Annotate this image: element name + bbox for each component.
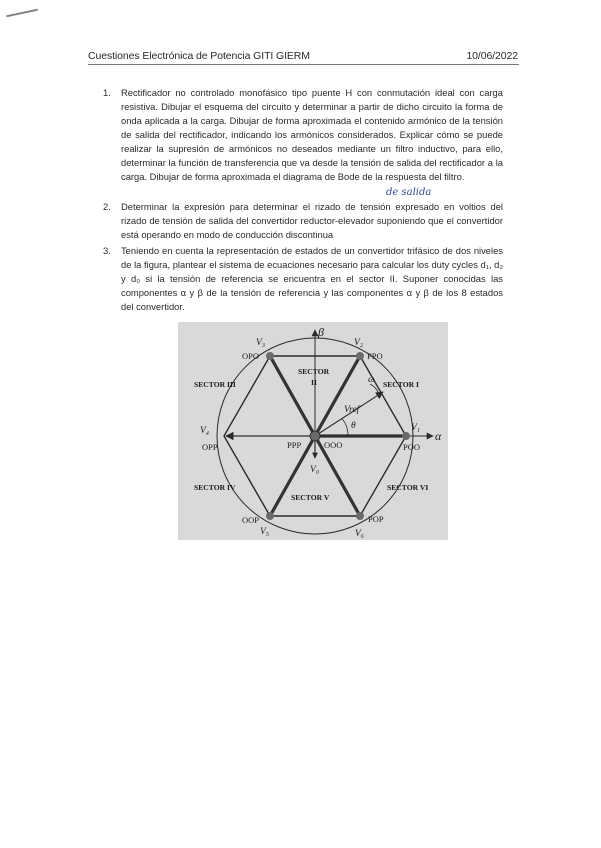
scan-mark [6,9,38,18]
sector-3-label: SECTOR III [194,380,236,389]
alpha-axis-label: α [435,429,442,443]
v3-label: V₃ [256,338,266,348]
handwritten-note: de salida [386,187,432,198]
v5-label: V₅ [260,527,270,537]
vref-label: Vref [344,405,360,415]
question-text: Determinar la expresión para determinar el rizado de tensión expresado en voltios del rizado de tensión de salida del convertidor reductor-elevador suponiendo que el convertidor está operando en modo de conducción discontinua [121,201,503,240]
sector-6-label: SECTOR VI [387,483,429,492]
oop-state-dot [266,512,274,520]
opp-state-label: OPP [202,442,218,452]
beta-axis-label: β [318,325,324,339]
sector-1-label: SECTOR I [383,380,419,389]
sector-2-label-line2: II [311,378,317,387]
poo-state-label: POO [403,442,421,452]
v6-label: V₆ [355,529,365,539]
pop-state-dot [356,512,364,520]
ppp-state-label: PPP [287,440,302,450]
oop-state-label: OOP [242,515,260,525]
header-rule [88,64,519,65]
question-number: 1. [103,87,111,98]
space-vector-diagram [178,322,448,540]
header-date: 10/06/2022 [466,50,518,62]
header-title: Cuestiones Electrónica de Potencia GITI GIERM [88,50,310,62]
opo-state-label: OPO [242,351,260,361]
poo-state-dot [402,432,410,440]
question-item [103,244,503,314]
space-vector-svg [178,322,448,540]
theta-label: θ [351,421,356,431]
ppo-state-label: PPO [367,351,383,361]
omega-label: ω [368,375,375,385]
sector-4-label: SECTOR IV [194,483,236,492]
question-text: Rectificador no controlado monofásico tipo puente H con conmutación ideal con carga resistiva. Dibujar el esquema del circuito y determinar a partir de dicho circuito la forma de onda aplicada a la carga. Dibujar de forma aproximada el contenido armónico de la tensión de salida del rectificador, indicando los armónicos considerados. Explicar cómo se puede realizar la supresión de armónicos no deseados mediante un filtro inductivo, para ello, determinar la función de transferencia que va desde la tensión de salida del rectificador a la carga. Dibujar de forma aproximada el diagrama de Bode de la respuesta del filtro. [121,87,503,182]
sector-5-label: SECTOR V [291,493,330,502]
question-item [103,86,503,200]
ooo-state-label: OOO [324,440,343,450]
v1-label: V₁ [411,423,421,433]
opo-state-dot [266,352,274,360]
question-text: Teniendo en cuenta la representación de estados de un convertidor trifásico de dos niveles de la figura, plantear el sistema de ecuaciones necesario para calcular los duty cycles d₁, d₂ y d₀ si la tensión de referencia se encuentra en el sector II. Suponer conocidas las componentes α y β de la tensión de referencia y las componentes α y β de los 8 estados del convertidor. [121,245,503,312]
sector-2-label-line1: SECTOR [298,367,330,376]
question-list [103,86,503,314]
v4-label: V₄ [200,426,210,436]
ppo-state-dot [356,352,364,360]
question-number: 2. [103,201,111,212]
question-item [103,200,503,244]
v0-label: V₀ [310,465,320,475]
v2-label: V₂ [354,338,364,348]
pop-state-label: POP [368,514,384,524]
question-number: 3. [103,245,111,256]
center-state-dot [310,431,320,441]
